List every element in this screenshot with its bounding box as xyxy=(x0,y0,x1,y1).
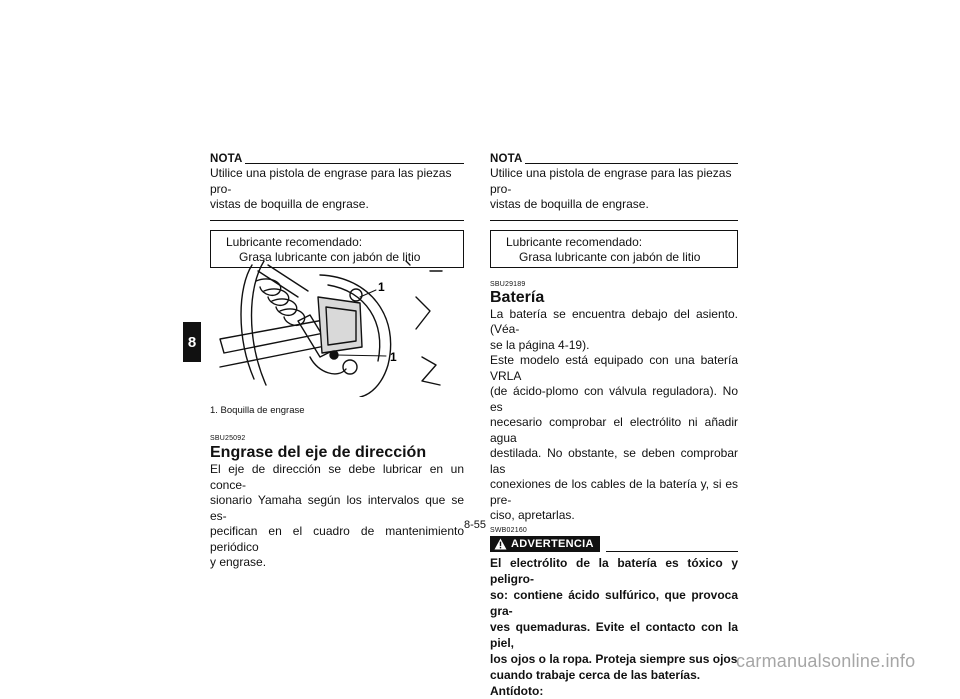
paragraph-line: pecifican en el cuadro de mantenimiento periódico xyxy=(210,524,464,554)
warning-text xyxy=(490,555,738,699)
warning-header xyxy=(490,536,738,552)
paragraph-line: y engrase. xyxy=(210,555,267,569)
paragraph-line: necesario comprobar el electrólito ni añadir agua xyxy=(490,415,738,445)
warning-line: ves quemaduras. Evite el contacto con la piel, xyxy=(490,619,738,650)
page-number: 8-55 xyxy=(464,519,487,531)
callout-1: 1 xyxy=(378,280,385,294)
left-column-lower xyxy=(210,405,464,571)
nota-text xyxy=(210,166,464,213)
section-heading: Batería xyxy=(490,288,545,306)
warning-line: Antídoto: xyxy=(490,683,544,698)
lubricant-box xyxy=(490,230,738,268)
section-code: SBU29189 xyxy=(490,280,526,288)
paragraph-line: se la página 4-19). xyxy=(490,337,590,352)
chapter-tab: 8 xyxy=(183,322,201,362)
warning-line: El electrólito de la batería es tóxico y peligro- xyxy=(490,555,738,586)
nota-rule xyxy=(245,163,464,164)
nota-label: NOTA xyxy=(490,153,523,165)
callout-2: 1 xyxy=(390,350,397,364)
right-column xyxy=(490,151,738,699)
paragraph-line: destilada. No obstante, se deben comprobar las xyxy=(490,446,738,476)
nota-line: Utilice una pistola de engrase para las piezas pro- xyxy=(210,166,452,196)
section-code: SBU25092 xyxy=(210,435,246,442)
watermark: carmanualsonline.info xyxy=(736,651,916,671)
paragraph-line: ciso, apretarlas. xyxy=(490,508,575,522)
nota-end-rule xyxy=(490,220,738,221)
section-paragraph xyxy=(490,307,738,524)
paragraph-line: (de ácido-plomo con válvula reguladora). No es xyxy=(490,384,738,414)
paragraph-line: La batería se encuentra debajo del asiento. (Véa- xyxy=(490,306,738,336)
warning-code: SWB02160 xyxy=(490,526,528,534)
section-paragraph xyxy=(210,462,464,571)
nota-end-rule xyxy=(210,220,464,221)
nota-line: Utilice una pistola de engrase para las piezas pro- xyxy=(490,166,732,196)
warning-line: cuando trabaje cerca de las baterías. xyxy=(490,667,701,682)
left-column xyxy=(210,151,464,268)
warning-line: los ojos o la ropa. Proteja siempre sus ojos xyxy=(490,651,738,666)
lubricant-value: Grasa lubricante con jabón de litio xyxy=(519,250,701,264)
nota-label: NOTA xyxy=(210,153,243,165)
nota-text xyxy=(490,166,738,213)
nota-line: vistas de boquilla de engrase. xyxy=(210,197,369,211)
paragraph-line: Este modelo está equipado con una batería VRLA xyxy=(490,353,738,383)
section-heading: Engrase del eje de dirección xyxy=(210,444,427,461)
paragraph-line: El eje de dirección se debe lubricar en un conce- xyxy=(210,462,464,492)
nota-rule xyxy=(525,163,738,164)
lubricant-title: Lubricante recomendado: xyxy=(226,234,363,249)
warning-line: so: contiene ácido sulfúrico, que provoca gra- xyxy=(490,587,738,618)
lubricant-title: Lubricante recomendado: xyxy=(506,234,643,249)
paragraph-line: sionario Yamaha según los intervalos que se es- xyxy=(210,493,464,523)
warning-rule xyxy=(606,551,738,552)
nota-header xyxy=(490,151,738,165)
warning-triangle-icon xyxy=(494,538,507,550)
warning-label: ADVERTENCIA xyxy=(511,537,594,550)
grease-nipple-figure xyxy=(210,257,464,397)
nota-header xyxy=(210,151,464,165)
lubricant-value: Grasa lubricante con jabón de litio xyxy=(239,250,421,264)
nota-line: vistas de boquilla de engrase. xyxy=(490,197,649,211)
figure-caption: 1. Boquilla de engrase xyxy=(210,405,305,416)
paragraph-line: conexiones de los cables de la batería y, si es pre- xyxy=(490,477,738,507)
warning-badge xyxy=(490,536,600,552)
suspension-illustration xyxy=(210,257,464,397)
